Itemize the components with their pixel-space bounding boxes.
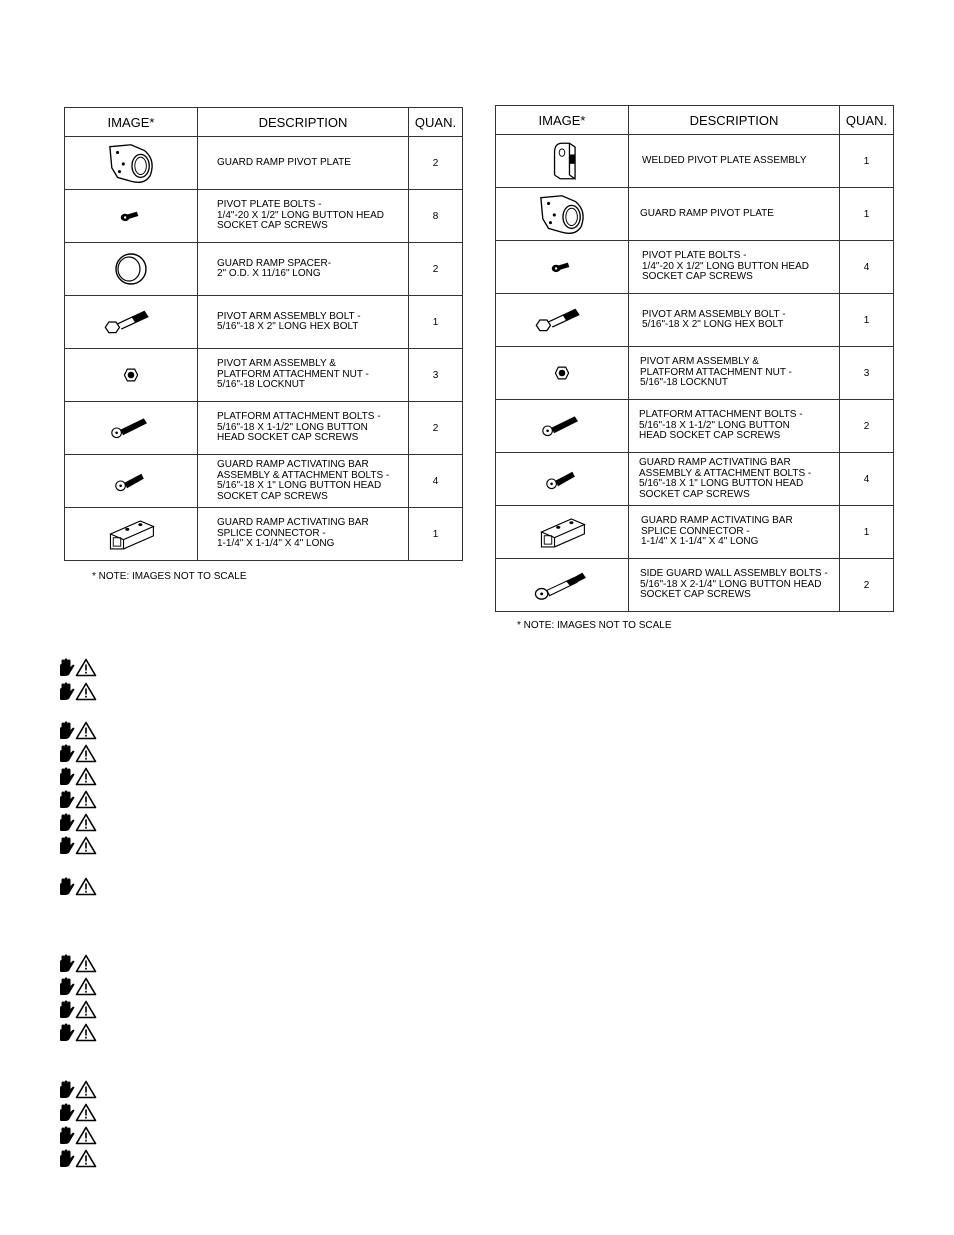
description-line: ASSEMBLY & ATTACHMENT BOLTS - — [639, 467, 812, 479]
table-row — [496, 347, 894, 400]
quantity-column-header: QUAN. — [840, 106, 894, 135]
table-row — [65, 137, 463, 190]
description-column-header: DESCRIPTION — [629, 106, 840, 135]
description-line: 5/16"-18 LOCKNUT — [217, 379, 306, 391]
description-line: WELDED PIVOT PLATE ASSEMBLY — [642, 154, 807, 166]
part-description — [198, 243, 409, 296]
part-image — [496, 453, 629, 506]
part-description — [629, 559, 840, 612]
image-column-header: IMAGE* — [65, 108, 198, 137]
description-line: SPLICE CONNECTOR - — [641, 525, 750, 537]
description-line: GUARD RAMP PIVOT PLATE — [217, 156, 351, 168]
hex-bolt-icon — [531, 302, 593, 338]
description-line: 5/16"-18 X 1-1/2" LONG BUTTON — [639, 419, 790, 431]
description-line: 5/16"-18 X 1" LONG BUTTON HEAD — [217, 480, 382, 491]
part-description — [198, 137, 409, 190]
description-line: GUARD RAMP ACTIVATING BAR — [217, 517, 369, 529]
description-line: SOCKET CAP SCREWS — [217, 490, 328, 502]
description-line: SOCKET CAP SCREWS — [642, 271, 753, 283]
part-description — [629, 135, 840, 188]
table-row — [496, 400, 894, 453]
scale-note: * NOTE: IMAGES NOT TO SCALE — [517, 620, 672, 631]
image-column-header: IMAGE* — [496, 106, 629, 135]
part-image — [496, 188, 629, 241]
button-head-screw-icon — [116, 205, 146, 227]
part-quantity: 1 — [409, 296, 463, 349]
hand-warning-icon — [57, 813, 97, 832]
table-header-row — [65, 108, 463, 137]
hand-warning-icon — [57, 1103, 97, 1122]
description-line: PIVOT ARM ASSEMBLY BOLT - — [217, 310, 361, 322]
button-head-screw-icon — [547, 256, 577, 278]
description-line: PIVOT ARM ASSEMBLY & — [640, 356, 759, 368]
table-row — [496, 294, 894, 347]
description-line: PLATFORM ATTACHMENT NUT - — [217, 368, 369, 380]
part-image — [496, 294, 629, 347]
hand-warning-icon — [57, 1000, 97, 1019]
part-quantity: 1 — [409, 508, 463, 561]
description-line: GUARD RAMP ACTIVATING BAR — [217, 459, 369, 470]
description-line: 5/16"-18 X 2" LONG HEX BOLT — [642, 319, 784, 330]
part-image — [496, 559, 629, 612]
part-description — [629, 453, 840, 506]
part-description — [629, 347, 840, 400]
left-parts-table — [64, 107, 463, 561]
description-line: HEAD SOCKET CAP SCREWS — [217, 432, 359, 444]
side-guard-bolt-icon — [531, 567, 593, 603]
part-description — [198, 455, 409, 508]
hand-warning-icon — [57, 1023, 97, 1042]
description-line: HEAD SOCKET CAP SCREWS — [639, 430, 781, 442]
scale-note: * NOTE: IMAGES NOT TO SCALE — [92, 571, 247, 582]
part-quantity: 2 — [840, 400, 894, 453]
long-button-screw-icon — [107, 413, 155, 443]
part-description — [198, 402, 409, 455]
part-quantity: 1 — [840, 188, 894, 241]
description-line: 1-1/4" X 1-1/4" X 4" LONG — [641, 536, 759, 548]
part-description — [198, 296, 409, 349]
part-description — [198, 349, 409, 402]
description-line: GUARD RAMP ACTIVATING BAR — [639, 457, 791, 468]
description-line: PLATFORM ATTACHMENT BOLTS - — [217, 411, 381, 423]
hand-warning-icon — [57, 1126, 97, 1145]
table-row — [496, 506, 894, 559]
part-image — [65, 508, 198, 561]
welded-pivot-plate-icon — [534, 137, 590, 185]
description-line: SIDE GUARD WALL ASSEMBLY BOLTS - — [640, 568, 828, 580]
part-quantity: 2 — [409, 243, 463, 296]
hand-warning-icon — [57, 1149, 97, 1168]
description-line: 5/16"-18 LOCKNUT — [640, 377, 729, 389]
description-line: SOCKET CAP SCREWS — [640, 589, 751, 601]
pivot-plate-icon — [532, 190, 592, 238]
description-line: 1/4"-20 X 1/2" LONG BUTTON HEAD — [642, 260, 809, 272]
part-quantity: 2 — [409, 402, 463, 455]
hand-warning-icon — [57, 954, 97, 973]
description-line: SOCKET CAP SCREWS — [217, 220, 328, 232]
table-row — [496, 135, 894, 188]
description-line: GUARD RAMP ACTIVATING BAR — [641, 515, 793, 527]
part-image — [496, 400, 629, 453]
description-line: PIVOT ARM ASSEMBLY & — [217, 358, 336, 370]
hand-warning-icon — [57, 682, 97, 701]
locknut-icon — [551, 362, 573, 384]
part-description — [198, 190, 409, 243]
part-image — [65, 349, 198, 402]
table-header-row — [496, 106, 894, 135]
table-row — [65, 190, 463, 243]
hand-warning-icon — [57, 836, 97, 855]
part-quantity: 1 — [840, 135, 894, 188]
part-image — [65, 190, 198, 243]
description-line: 2" O.D. X 11/16" LONG — [217, 268, 321, 279]
part-quantity: 2 — [840, 559, 894, 612]
description-line: GUARD RAMP PIVOT PLATE — [640, 207, 774, 219]
quantity-column-header: QUAN. — [409, 108, 463, 137]
splice-connector-icon — [534, 513, 590, 551]
part-description — [629, 506, 840, 559]
part-quantity: 3 — [840, 347, 894, 400]
hand-warning-icon — [57, 721, 97, 740]
locknut-icon — [120, 364, 142, 386]
description-line: PIVOT PLATE BOLTS - — [642, 250, 747, 262]
description-line: PIVOT PLATE BOLTS - — [217, 199, 322, 211]
hand-warning-icon — [57, 877, 97, 896]
splice-connector-icon — [103, 515, 159, 553]
description-line: SPLICE CONNECTOR - — [217, 527, 326, 539]
hex-bolt-icon — [100, 304, 162, 340]
description-line: 5/16"-18 X 2" LONG HEX BOLT — [217, 321, 359, 332]
hand-warning-icon — [57, 767, 97, 786]
description-line: 5/16"-18 X 1" LONG BUTTON HEAD — [639, 478, 804, 489]
hand-warning-icon — [57, 790, 97, 809]
part-image — [496, 347, 629, 400]
table-row — [65, 508, 463, 561]
hand-warning-icon — [57, 1080, 97, 1099]
table-row — [65, 243, 463, 296]
medium-button-screw-icon — [542, 464, 582, 494]
table-row — [65, 349, 463, 402]
part-quantity: 4 — [840, 453, 894, 506]
description-line: 1-1/4" X 1-1/4" X 4" LONG — [217, 538, 335, 550]
part-description — [198, 508, 409, 561]
part-quantity: 4 — [409, 455, 463, 508]
table-row — [65, 402, 463, 455]
description-line: SOCKET CAP SCREWS — [639, 488, 750, 500]
table-row — [496, 241, 894, 294]
table-row — [65, 296, 463, 349]
table-row — [496, 453, 894, 506]
table-row — [65, 455, 463, 508]
long-button-screw-icon — [538, 411, 586, 441]
description-line: PLATFORM ATTACHMENT BOLTS - — [639, 409, 803, 421]
part-quantity: 2 — [409, 137, 463, 190]
description-line: PIVOT ARM ASSEMBLY BOLT - — [642, 308, 786, 320]
hand-warning-icon — [57, 977, 97, 996]
part-image — [496, 135, 629, 188]
part-image — [65, 243, 198, 296]
part-image — [496, 506, 629, 559]
hand-warning-icon — [57, 744, 97, 763]
part-image — [496, 241, 629, 294]
description-line: 1/4"-20 X 1/2" LONG BUTTON HEAD — [217, 209, 384, 221]
description-column-header: DESCRIPTION — [198, 108, 409, 137]
part-image — [65, 455, 198, 508]
part-quantity: 1 — [840, 506, 894, 559]
table-row — [496, 559, 894, 612]
part-image — [65, 402, 198, 455]
part-quantity: 8 — [409, 190, 463, 243]
part-quantity: 4 — [840, 241, 894, 294]
part-quantity: 3 — [409, 349, 463, 402]
part-description — [629, 294, 840, 347]
description-line: ASSEMBLY & ATTACHMENT BOLTS - — [217, 469, 390, 481]
description-line: PLATFORM ATTACHMENT NUT - — [640, 366, 792, 378]
pivot-plate-icon — [101, 139, 161, 187]
part-image — [65, 296, 198, 349]
hand-warning-icon — [57, 658, 97, 677]
description-line: 5/16"-18 X 1-1/2" LONG BUTTON — [217, 421, 368, 433]
part-description — [629, 400, 840, 453]
spacer-ring-icon — [111, 249, 151, 289]
part-description — [629, 241, 840, 294]
part-description — [629, 188, 840, 241]
table-row — [496, 188, 894, 241]
description-line: GUARD RAMP SPACER- — [217, 257, 332, 269]
description-line: 5/16"-18 X 2-1/4" LONG BUTTON HEAD — [640, 578, 822, 590]
part-quantity: 1 — [840, 294, 894, 347]
medium-button-screw-icon — [111, 466, 151, 496]
right-parts-table — [495, 105, 894, 612]
part-image — [65, 137, 198, 190]
